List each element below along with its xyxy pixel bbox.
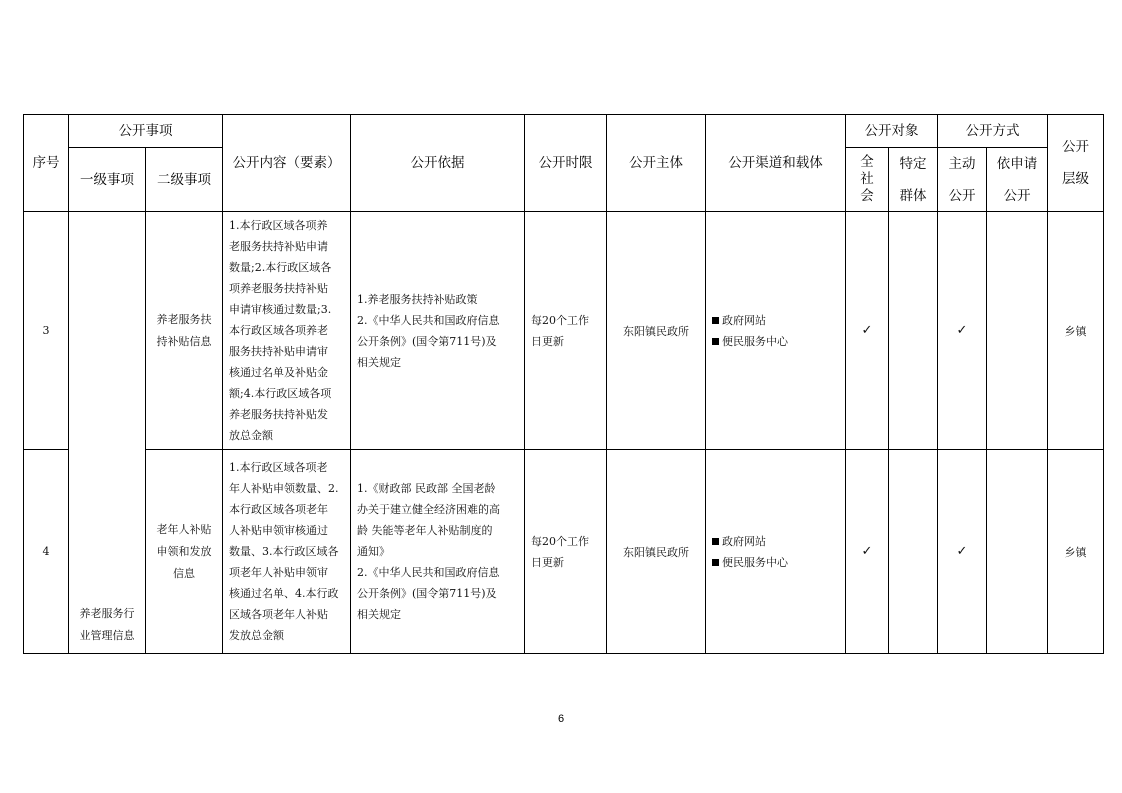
header-target-all-char: 全: [860, 154, 874, 170]
row-seq: 4: [24, 450, 69, 654]
basis-line: 办关于建立健全经济困难的高: [357, 503, 500, 516]
header-method-request: [987, 148, 1048, 212]
content-line: 申请审核通过数量;3.: [229, 303, 332, 316]
time-limit-line: 每20个工作: [531, 534, 589, 548]
header-level-line: 公开: [1062, 139, 1089, 155]
row-specific: [889, 450, 938, 654]
content-line: 额;4.本行政区域各项: [229, 387, 332, 400]
content-line: 服务扶持补贴申请审: [229, 345, 328, 358]
header-method-active-line: 主动: [948, 155, 976, 172]
row-level: 乡镇: [1048, 212, 1104, 450]
content-line: 老服务扶持补贴申请: [229, 240, 328, 253]
row-item-l1: [69, 212, 146, 654]
row-item-l2: [146, 212, 223, 450]
item-l2-line: 持补贴信息: [156, 334, 212, 348]
row-level: 乡镇: [1048, 450, 1104, 654]
header-level: [1048, 115, 1104, 212]
content-line: 核通过名单及补贴金: [229, 366, 328, 379]
channel-label: 便民服务中心: [722, 334, 788, 348]
header-method-request-line: 依申请: [996, 155, 1038, 172]
row-time-limit: [525, 212, 607, 450]
header-method-active: [938, 148, 987, 212]
channel-item: [712, 331, 839, 352]
content-line: 数量;2.本行政区域各: [229, 261, 332, 274]
check-icon: ✓: [846, 450, 889, 654]
content-line: 项老年人补贴申领审: [229, 566, 328, 579]
basis-line: 公开条例》(国令第711号)及: [357, 587, 497, 600]
channel-item: [712, 531, 839, 552]
disclosure-table: [23, 114, 1104, 654]
channel-label: 政府网站: [722, 534, 766, 548]
item-l2-line: 老年人补贴: [156, 522, 212, 536]
basis-line: 1.养老服务扶持补贴政策: [357, 292, 478, 306]
item-l2-line: 申领和发放: [156, 544, 212, 558]
content-line: 本行政区域各项养老: [229, 324, 328, 337]
basis-line: 相关规定: [357, 355, 401, 369]
row-seq: 3: [24, 212, 69, 450]
basis-line: 2.《中华人民共和国政府信息: [357, 566, 500, 579]
square-bullet-icon: [712, 338, 719, 345]
item-l1-line: 养老服务行: [79, 607, 135, 620]
check-icon: ✓: [938, 450, 987, 654]
header-time-limit: 公开时限: [525, 115, 607, 212]
channel-item: [712, 552, 839, 573]
square-bullet-icon: [712, 559, 719, 566]
row-content: [223, 450, 351, 654]
header-subject: 公开主体: [607, 115, 706, 212]
header-target-all-char: 社: [860, 171, 874, 187]
row-channel: [706, 212, 846, 450]
time-limit-line: 日更新: [531, 555, 564, 569]
header-method-group: 公开方式: [938, 115, 1048, 148]
square-bullet-icon: [712, 538, 719, 545]
content-line: 本行政区域各项老年: [229, 503, 328, 516]
header-target-specific-line: 群体: [899, 187, 927, 204]
row-basis: [351, 212, 525, 450]
channel-label: 便民服务中心: [722, 555, 788, 569]
header-content: 公开内容（要素）: [223, 115, 351, 212]
time-limit-line: 每20个工作: [531, 313, 589, 327]
row-request: [987, 212, 1048, 450]
header-target-all-char: 会: [860, 188, 874, 204]
basis-line: 龄 失能等老年人补贴制度的: [357, 524, 493, 537]
content-line: 数量、3.本行政区域各: [229, 545, 339, 558]
content-line: 放总金额: [229, 429, 273, 442]
time-limit-line: 日更新: [531, 334, 564, 348]
row-specific: [889, 212, 938, 450]
header-target-specific-line: 特定: [899, 155, 927, 172]
header-method-request-line: 公开: [1003, 187, 1031, 204]
item-l2-line: 信息: [173, 566, 195, 580]
row-item-l2: [146, 450, 223, 654]
row-basis: [351, 450, 525, 654]
basis-line: 相关规定: [357, 608, 401, 621]
row-request: [987, 450, 1048, 654]
check-icon: ✓: [938, 212, 987, 450]
header-item-l1: 一级事项: [69, 148, 146, 212]
content-line: 区域各项老年人补贴: [229, 608, 328, 621]
header-target-specific: [889, 148, 938, 212]
header-target-group: 公开对象: [846, 115, 938, 148]
row-time-limit: [525, 450, 607, 654]
page-number: 6: [557, 713, 565, 725]
item-l2-line: 养老服务扶: [156, 312, 212, 326]
basis-line: 1.《财政部 民政部 全国老龄: [357, 482, 496, 495]
content-line: 1.本行政区域各项老: [229, 461, 328, 474]
header-level-line: 层级: [1062, 171, 1089, 187]
header-seq: 序号: [24, 115, 69, 212]
table-row: [24, 212, 1104, 450]
table-row: [24, 450, 1104, 654]
channel-label: 政府网站: [722, 313, 766, 327]
basis-line: 公开条例》(国令第711号)及: [357, 334, 497, 348]
header-target-all: [846, 148, 889, 212]
content-line: 1.本行政区域各项养: [229, 219, 328, 232]
basis-line: 通知》: [357, 545, 390, 558]
content-line: 养老服务扶持补贴发: [229, 408, 328, 421]
square-bullet-icon: [712, 317, 719, 324]
content-line: 年人补贴申领数量、2.: [229, 482, 339, 495]
header-channel: 公开渠道和载体: [706, 115, 846, 212]
header-basis: 公开依据: [351, 115, 525, 212]
row-subject: 东阳镇民政所: [607, 212, 706, 450]
header-item-group: 公开事项: [69, 115, 223, 148]
header-method-active-line: 公开: [948, 187, 976, 204]
content-line: 发放总金额: [229, 629, 284, 642]
content-line: 人补贴申领审核通过: [229, 524, 328, 537]
header-item-l2: 二级事项: [146, 148, 223, 212]
row-channel: [706, 450, 846, 654]
channel-item: [712, 310, 839, 331]
basis-line: 2.《中华人民共和国政府信息: [357, 313, 500, 327]
content-line: 核通过名单、4.本行政: [229, 587, 339, 600]
row-content: [223, 212, 351, 450]
check-icon: ✓: [846, 212, 889, 450]
row-subject: 东阳镇民政所: [607, 450, 706, 654]
item-l1-line: 业管理信息: [79, 629, 135, 642]
content-line: 项养老服务扶持补贴: [229, 282, 328, 295]
